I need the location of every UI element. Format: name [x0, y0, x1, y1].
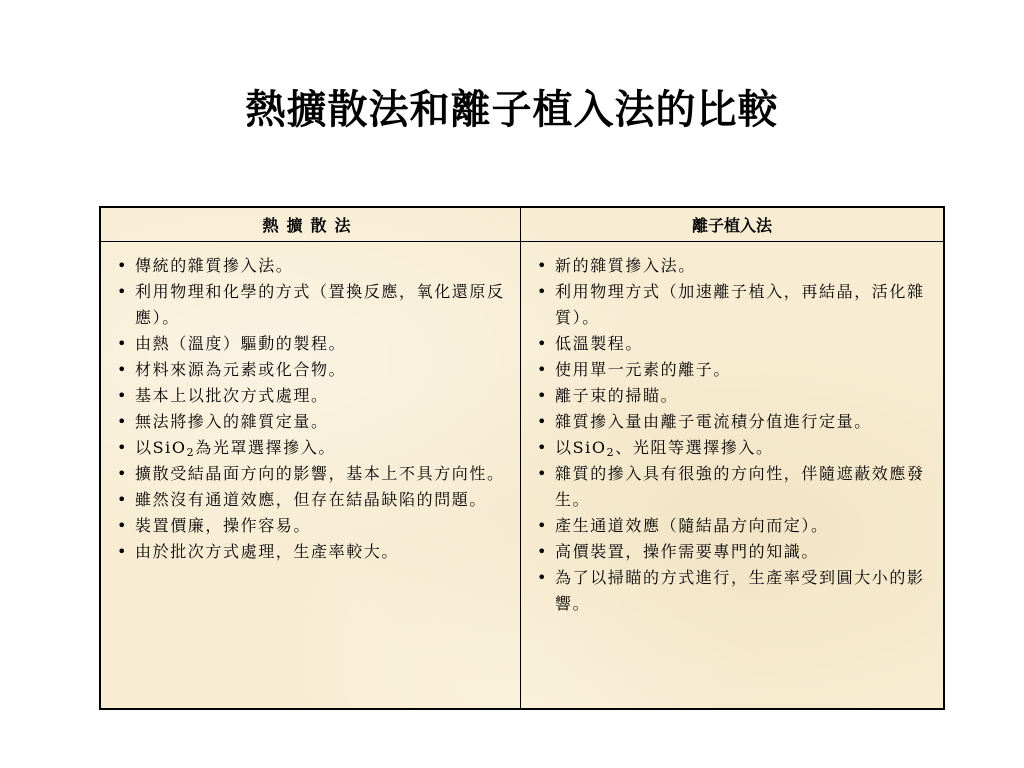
list-item — [533, 539, 929, 565]
list-item — [113, 461, 506, 487]
list-item — [113, 331, 506, 357]
list-item — [533, 513, 929, 539]
list-item-text: 產生通道效應（隨結晶方向而定）。 — [555, 516, 829, 535]
bullet-icon: • — [537, 438, 549, 457]
ion-implantation-list — [533, 253, 929, 617]
list-item — [113, 435, 506, 461]
list-item-text: 擴散受結晶面方向的影響，基本上不具方向性。 — [135, 464, 505, 483]
bullet-icon: • — [117, 360, 129, 379]
list-item — [533, 565, 929, 617]
list-item-text: 離子束的掃瞄。 — [555, 386, 679, 405]
bullet-icon: • — [537, 542, 549, 561]
bullet-icon: • — [117, 464, 129, 483]
list-item-text: 由熱（溫度）驅動的製程。 — [135, 334, 347, 353]
list-item-text: 利用物理方式（加速離子植入，再結晶，活化雜質）。 — [555, 282, 925, 327]
bullet-icon: • — [537, 256, 549, 275]
list-item-text: 雜質的摻入具有很強的方向性，伴隨遮蔽效應發生。 — [555, 464, 925, 509]
list-item-text: 雜質摻入量由離子電流積分值進行定量。 — [555, 412, 872, 431]
thermal-diffusion-column — [101, 242, 521, 708]
bullet-icon: • — [117, 438, 129, 457]
list-item-text: 雖然沒有通道效應，但存在結晶缺陷的問題。 — [135, 490, 488, 509]
bullet-icon: • — [537, 412, 549, 431]
list-item-text: 以SiO — [135, 438, 187, 457]
list-item-text: 為光罩選擇摻入。 — [195, 438, 337, 457]
bullet-icon: • — [117, 542, 129, 561]
list-item-text: 基本上以批次方式處理。 — [135, 386, 329, 405]
header-thermal-diffusion-label: 熱擴散法 — [262, 216, 359, 235]
list-item — [113, 383, 506, 409]
list-item — [533, 357, 929, 383]
list-item — [533, 461, 929, 513]
list-item — [113, 409, 506, 435]
list-item-text: 由於批次方式處理，生產率較大。 — [135, 542, 400, 561]
list-item — [533, 331, 929, 357]
ion-implantation-column — [521, 242, 943, 708]
list-item-text: 高價裝置，操作需要專門的知識。 — [555, 542, 820, 561]
subscript: 2 — [186, 446, 196, 459]
bullet-icon: • — [117, 334, 129, 353]
list-item — [533, 383, 929, 409]
list-item — [533, 253, 929, 279]
bullet-icon: • — [117, 256, 129, 275]
list-item-text: 低溫製程。 — [555, 334, 644, 353]
bullet-icon: • — [537, 386, 549, 405]
list-item-text: 使用單一元素的離子。 — [555, 360, 732, 379]
comparison-table — [99, 206, 945, 710]
bullet-icon: • — [117, 386, 129, 405]
list-item-text: 、光阻等選擇摻入。 — [615, 438, 774, 457]
bullet-icon: • — [117, 412, 129, 431]
header-thermal-diffusion — [101, 208, 521, 242]
thermal-diffusion-list — [113, 253, 506, 565]
bullet-icon: • — [117, 490, 129, 509]
list-item-text: 裝置價廉，操作容易。 — [135, 516, 312, 535]
bullet-icon: • — [537, 464, 549, 483]
list-item — [113, 279, 506, 331]
header-ion-implantation-label: 離子植入法 — [691, 216, 772, 235]
slide-title: 熱擴散法和離子植入法的比較 — [245, 86, 779, 133]
list-item — [113, 253, 506, 279]
list-item — [113, 487, 506, 513]
list-item — [113, 357, 506, 383]
list-item-text: 傳統的雜質摻入法。 — [135, 256, 294, 275]
list-item-text: 材料來源為元素或化合物。 — [135, 360, 347, 379]
list-item — [533, 435, 929, 461]
list-item-text: 無法將摻入的雜質定量。 — [135, 412, 329, 431]
subscript: 2 — [606, 446, 616, 459]
bullet-icon: • — [537, 360, 549, 379]
list-item-text: 為了以掃瞄的方式進行，生產率受到圓大小的影響。 — [555, 568, 925, 613]
list-item-text: 以SiO — [555, 438, 607, 457]
bullet-icon: • — [537, 334, 549, 353]
bullet-icon: • — [117, 516, 129, 535]
list-item — [113, 539, 506, 565]
bullet-icon: • — [537, 516, 549, 535]
bullet-icon: • — [537, 282, 549, 301]
bullet-icon: • — [537, 568, 549, 587]
list-item-text: 利用物理和化學的方式（置換反應，氧化還原反應）。 — [135, 282, 505, 327]
list-item — [113, 513, 506, 539]
header-ion-implantation — [521, 208, 943, 242]
list-item-text: 新的雜質摻入法。 — [555, 256, 696, 275]
bullet-icon: • — [117, 282, 129, 301]
list-item — [533, 409, 929, 435]
list-item — [533, 279, 929, 331]
